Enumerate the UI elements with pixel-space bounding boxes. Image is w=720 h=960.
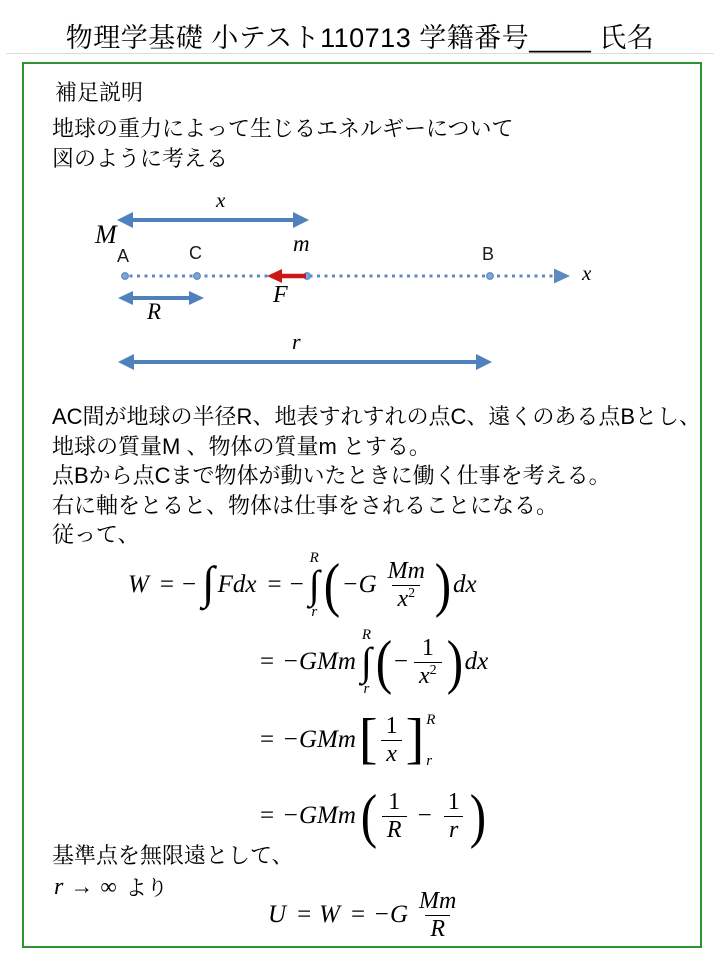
explanation-paragraph	[52, 402, 701, 550]
upper-limit-R: R	[426, 712, 436, 728]
formula-line-5	[268, 888, 464, 942]
exponent-2: 2	[429, 662, 437, 678]
point-b-dot	[487, 273, 494, 280]
distance-r-arrow	[118, 354, 492, 370]
denominator-R: R	[382, 816, 407, 844]
equals-sign: =	[260, 802, 275, 829]
limit-statement	[54, 872, 168, 902]
minus-GMm-term: −GMm	[282, 802, 356, 829]
integral-with-limits	[361, 628, 372, 697]
left-paren: (	[375, 628, 393, 695]
label-radius-R: R	[147, 299, 162, 324]
formula-line-4	[260, 781, 488, 851]
reference-point-note: 基準点を無限遠として、	[52, 843, 294, 868]
left-paren: (	[323, 551, 340, 618]
force-arrow	[267, 269, 306, 283]
page-title: 物理学基礎 小テスト110713 学籍番号____ 氏名	[65, 23, 655, 53]
fraction-Mm-over-R	[414, 888, 461, 943]
numerator-1: 1	[388, 788, 401, 815]
formula-line-2	[260, 626, 491, 698]
denominator-x: x	[381, 740, 402, 768]
right-paren: )	[434, 551, 452, 618]
fraction-1-over-r	[443, 789, 465, 844]
dx-term: dx	[452, 571, 477, 598]
minus-G-term: −G	[373, 901, 409, 928]
body-line-1: AC間が地球の半径R、地表すれすれの点C、遠くのある点Bとし、	[52, 404, 702, 429]
label-force-F: F	[273, 282, 288, 308]
equals-sign: =	[297, 901, 312, 928]
right-bracket: ]	[405, 708, 425, 771]
numerator-1: 1	[421, 634, 434, 661]
W-symbol: W	[319, 901, 340, 928]
equals-sign: =	[159, 571, 174, 598]
minus-GMm-term: −GMm	[282, 726, 356, 753]
exponent-2: 2	[408, 585, 416, 601]
equals-sign: =	[267, 571, 282, 598]
r-symbol: r	[54, 873, 64, 900]
left-paren: (	[360, 782, 378, 849]
infinity-symbol: ∞	[100, 874, 117, 899]
evaluation-limits	[426, 713, 435, 769]
position-axis	[122, 269, 570, 284]
point-c-dot	[194, 273, 201, 280]
numerator-1: 1	[447, 788, 460, 815]
W-symbol: W	[128, 571, 149, 598]
intro-line-1: 地球の重力によって生じるエネルギーについて	[52, 116, 514, 141]
denominator-R: R	[425, 915, 450, 943]
fraction-Mm-over-x2	[383, 558, 430, 613]
intro-line-2: 図のように考える	[52, 145, 229, 171]
minus-sign: −	[289, 571, 304, 598]
gravity-diagram	[0, 185, 720, 385]
numerator-Mm: Mm	[419, 887, 457, 914]
point-a-dot	[122, 273, 129, 280]
denominator-x2	[392, 585, 420, 613]
body-line-5: 従って、	[52, 522, 140, 547]
label-x-top: x	[216, 188, 226, 212]
integral-with-limits	[309, 551, 320, 620]
lower-limit-r: r	[363, 680, 370, 697]
minus-sign: −	[393, 648, 408, 675]
label-distance-r: r	[292, 329, 301, 354]
numerator-1: 1	[385, 712, 398, 739]
integral-sign: ∫	[360, 638, 372, 684]
integral-sign: ∫	[202, 557, 215, 609]
lower-limit-r: r	[426, 753, 433, 769]
U-symbol: U	[268, 901, 287, 928]
fraction-1-over-R	[382, 789, 407, 844]
minus-GMm-term: −GMm	[282, 648, 356, 675]
equals-sign: =	[260, 648, 275, 675]
x-symbol: x	[397, 585, 409, 612]
formula-line-3	[260, 704, 435, 776]
label-object-mass-m: m	[293, 231, 310, 256]
x-symbol: x	[418, 662, 430, 689]
dx-term: dx	[464, 648, 489, 675]
arrow-symbol: →	[70, 874, 94, 899]
upper-limit-R: R	[361, 626, 371, 643]
minus-sign: −	[417, 802, 432, 829]
denominator-x2	[414, 662, 442, 690]
numerator-Mm: Mm	[387, 557, 425, 584]
label-x-axis: x	[582, 261, 592, 285]
minus-G-term: −G	[341, 571, 377, 598]
denominator-r: r	[444, 816, 463, 844]
limit-suffix: より	[125, 877, 168, 900]
body-line-4: 右に軸をとると、物体は仕事をされることになる。	[52, 492, 559, 518]
Fdx-term: Fdx	[217, 571, 257, 598]
equals-sign: =	[351, 901, 366, 928]
body-line-2: 地球の質量M 、物体の質量m とする。	[52, 433, 431, 459]
formula-line-1	[128, 549, 480, 621]
right-paren: )	[469, 782, 486, 849]
body-line-3: 点Bから点Cまで物体が動いたときに働く仕事を考える。	[52, 463, 611, 488]
title-divider	[6, 53, 714, 54]
equals-sign: =	[260, 726, 275, 753]
label-earth-mass-M: M	[95, 220, 117, 249]
label-point-C: C	[189, 243, 202, 263]
left-bracket: [	[358, 708, 378, 771]
x-distance-arrow	[117, 212, 309, 228]
label-point-A: A	[117, 246, 130, 266]
lower-limit-r: r	[311, 603, 318, 620]
supplement-heading: 補足説明	[55, 80, 144, 105]
minus-sign: −	[181, 571, 197, 598]
upper-limit-R: R	[309, 549, 319, 566]
integral-sign: ∫	[308, 561, 320, 607]
fraction-1-over-x	[381, 713, 403, 768]
intro-text	[52, 114, 514, 173]
label-point-B: B	[482, 244, 495, 264]
right-paren: )	[446, 628, 463, 695]
fraction-1-over-x2	[414, 635, 442, 690]
